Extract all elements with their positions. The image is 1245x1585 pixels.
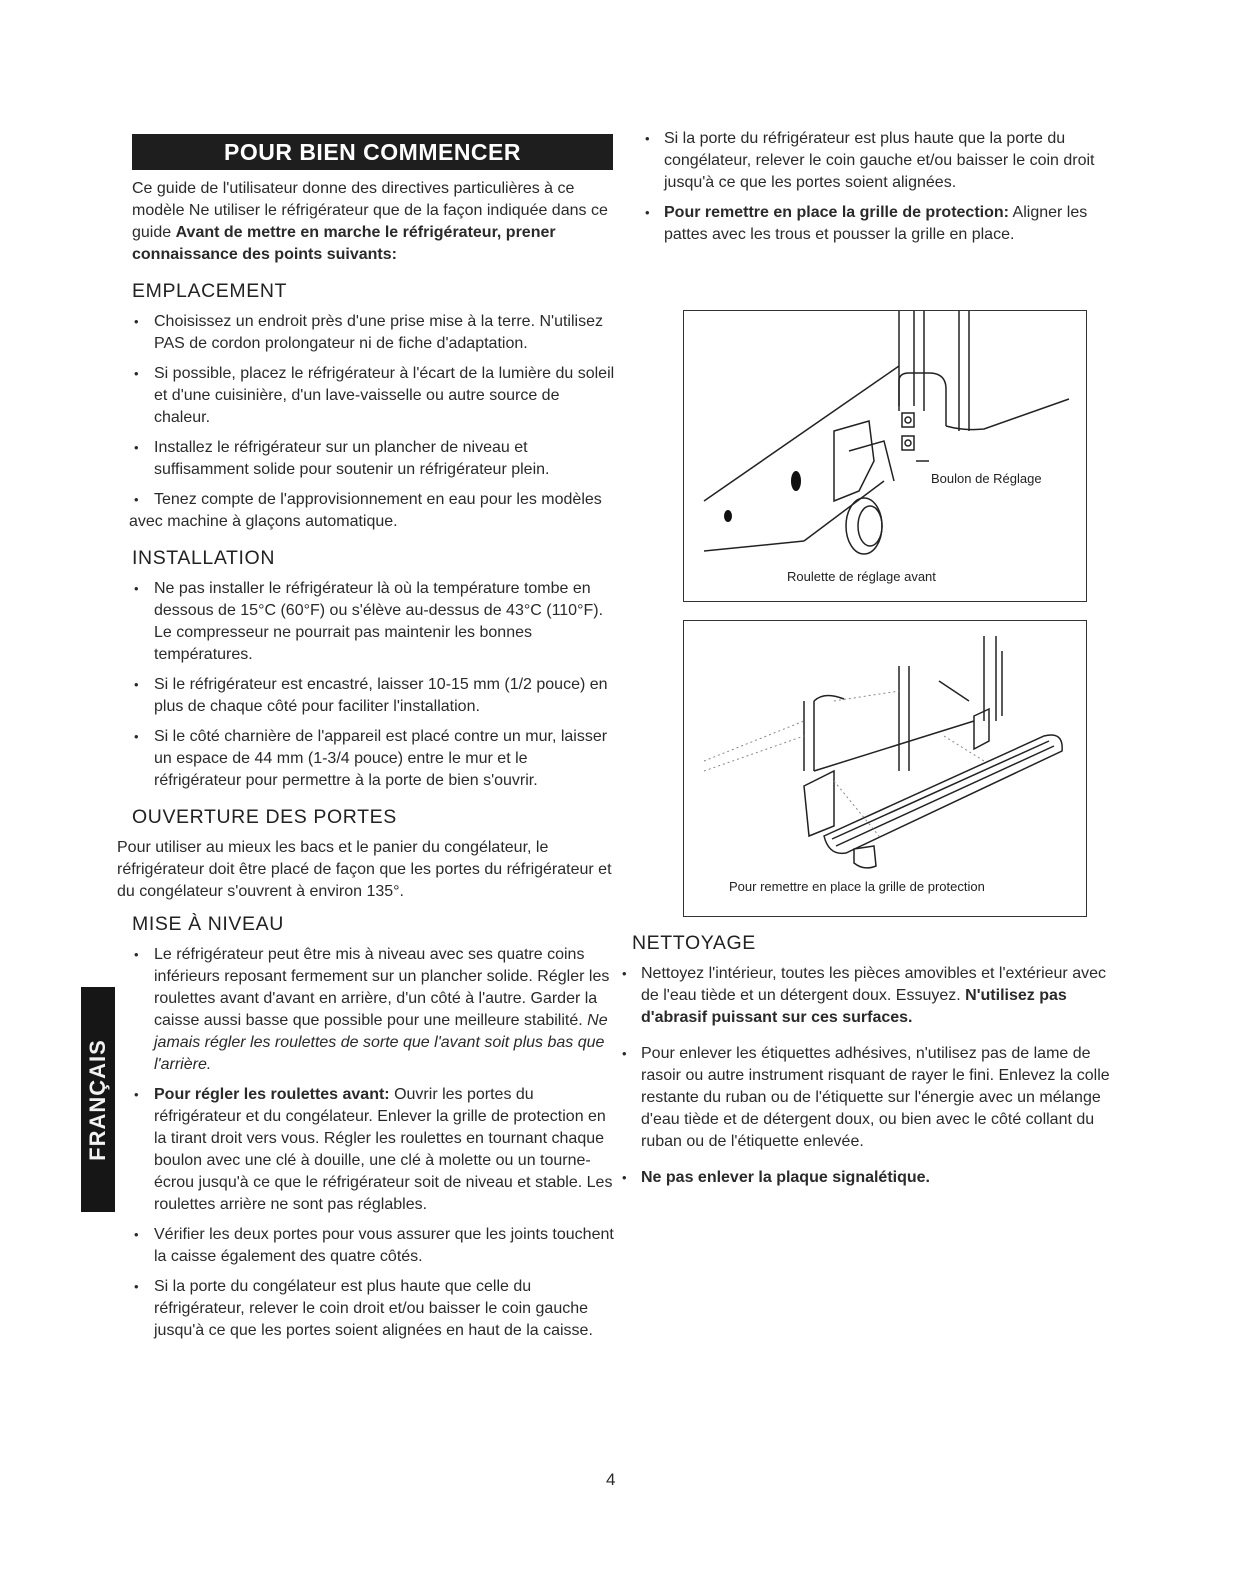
heading-mise-a-niveau: MISE À NIVEAU <box>132 913 284 935</box>
niveau-item2-text: Ouvrir les portes du réfrigérateur et du congélateur. Enlever la grille de protection en la tirant droit vers vous. Régler les roulettes en tournant chaque boulon avec une clé à douille, une clé à molette ou un tourne-écrou jusqu'à ce que le réfrigérateur soit de niveau et stable. Les roulettes arrière ne sont pas réglables. <box>154 1086 613 1213</box>
installation-list <box>117 578 617 792</box>
nettoyage-list <box>617 963 1117 1189</box>
niveau-item1-italic: Ne jamais régler les roulettes de sorte que l'avant soit plus bas que l'arrière. <box>154 1012 608 1073</box>
list-item: • Installez le réfrigérateur sur un plancher de niveau et suffisamment solide pour soutenir un réfrigérateur plein. <box>117 437 617 481</box>
nettoyage-item3-bold: Ne pas enlever la plaque signalétique. <box>641 1169 930 1186</box>
heading-emplacement: EMPLACEMENT <box>132 280 288 302</box>
list-item <box>617 963 1117 1029</box>
nettoyage-item1-bold: N'utilisez pas d'abrasif puissant sur ces surfaces. <box>641 987 1067 1026</box>
list-item: • Vérifier les deux portes pour vous assurer que les joints touchent la caisse également des quatre côtés. <box>117 1224 617 1268</box>
ouverture-paragraph: Pour utiliser au mieux les bacs et le panier du congélateur, le réfrigérateur doit être placé de façon que les portes du réfrigérateur et du congélateur s'ouvrent à environ 135°. <box>117 839 612 900</box>
heading-installation: INSTALLATION <box>132 547 276 569</box>
grille-illustration <box>684 621 1086 916</box>
list-item: • Si le réfrigérateur est encastré, laisser 10-15 mm (1/2 pouce) en plus de chaque côté pour faciliter l'installation. <box>117 674 617 718</box>
figure1-label: Boulon de Réglage <box>931 471 1042 486</box>
intro-text: Ce guide de l'utilisateur donne des directives particulières à ce modèle Ne utiliser le réfrigérateur que de la façon indiquée dans ce guide <box>132 180 608 241</box>
list-item: • Ne pas installer le réfrigérateur là où la température tombe en dessous de 15°C (60°F) ou s'élève au-dessus de 43°C (110°F). Le compresseur ne pourrait pas maintenir les bonnes températures. <box>117 578 617 666</box>
emplacement-list <box>117 311 617 533</box>
list-item: • Si possible, placez le réfrigérateur à l'écart de la lumière du soleil et d'une cuisinière, d'un lave-vaisselle ou autre source de chaleur. <box>117 363 617 429</box>
nettoyage-item1-text: Nettoyez l'intérieur, toutes les pièces amovibles et l'extérieur avec de l'eau tiède et un détergent doux. Essuyez. <box>641 965 1106 1004</box>
list-item: • Choisissez un endroit près d'une prise mise à la terre. N'utilisez PAS de cordon prolongateur ni de fiche d'adaptation. <box>117 311 617 355</box>
niveau-item1-text: Le réfrigérateur peut être mis à niveau avec ses quatre coins inférieurs reposant fermement sur un plancher solide. Régler les roulettes avant d'avant en arrière, d'un côté à l'autre. Garder la caisse aussi basse que possible pour une meilleure stabilité. <box>154 946 610 1029</box>
niveau-list <box>117 944 617 1342</box>
list-item: • Si la porte du congélateur est plus haute que celle du réfrigérateur, relever le coin droit et/ou baisser le coin gauche jusqu'à ce que les portes soient alignées en haut de la caisse. <box>117 1276 617 1342</box>
list-item <box>617 1167 1117 1189</box>
language-tab <box>81 987 115 1212</box>
intro-paragraph <box>132 178 617 266</box>
list-item <box>117 944 617 1076</box>
figure-grille <box>683 620 1087 917</box>
figure1-caption: Roulette de réglage avant <box>787 569 936 584</box>
list-item: • Pour enlever les étiquettes adhésives, n'utilisez pas de lame de rasoir ou autre instrument risquant de rayer le fini. Enlevez la colle restante du ruban ou de l'étiquette sur l'énergie avec un mélange d'eau tiède et de détergent doux, ou bien avec le côté collant du ruban ou de l'étiquette enlevée. <box>617 1043 1117 1153</box>
section-banner: POUR BIEN COMMENCER <box>132 134 613 170</box>
list-item: • Tenez compte de l'approvisionnement en eau pour les modèles avec machine à glaçons automatique. <box>117 489 617 533</box>
list-item <box>117 1084 617 1216</box>
niveau-item2-bold: Pour régler les roulettes avant: <box>154 1086 390 1103</box>
grille-bold: Pour remettre en place la grille de protection: <box>664 204 1009 221</box>
language-tab-label: FRANÇAIS <box>85 1038 110 1161</box>
grille-text: Aligner les pattes avec les trous et pousser la grille en place. <box>664 204 1088 243</box>
right-column <box>640 128 1118 254</box>
list-item: • Si la porte du réfrigérateur est plus haute que la porte du congélateur, relever le coin gauche et/ou baisser le coin droit jusqu'à ce que les portes soient alignées. <box>640 128 1118 194</box>
list-item <box>640 202 1118 246</box>
roulette-illustration <box>684 311 1086 601</box>
list-item: • Si le côté charnière de l'appareil est placé contre un mur, laisser un espace de 44 mm (1-3/4 pouce) entre le mur et le réfrigérateur pour permettre à la porte de bien s'ouvrir. <box>117 726 617 792</box>
heading-ouverture: OUVERTURE DES PORTES <box>132 806 397 828</box>
figure-roulette <box>683 310 1087 602</box>
page-number: 4 <box>606 1470 616 1489</box>
figure2-caption: Pour remettre en place la grille de protection <box>729 879 985 894</box>
nettoyage-section <box>617 928 1117 1197</box>
right-top-list <box>640 128 1118 246</box>
left-column <box>117 128 617 1350</box>
intro-bold: Avant de mettre en marche le réfrigérateur, prener connaissance des points suivants: <box>132 224 556 263</box>
heading-nettoyage: NETTOYAGE <box>632 932 756 954</box>
